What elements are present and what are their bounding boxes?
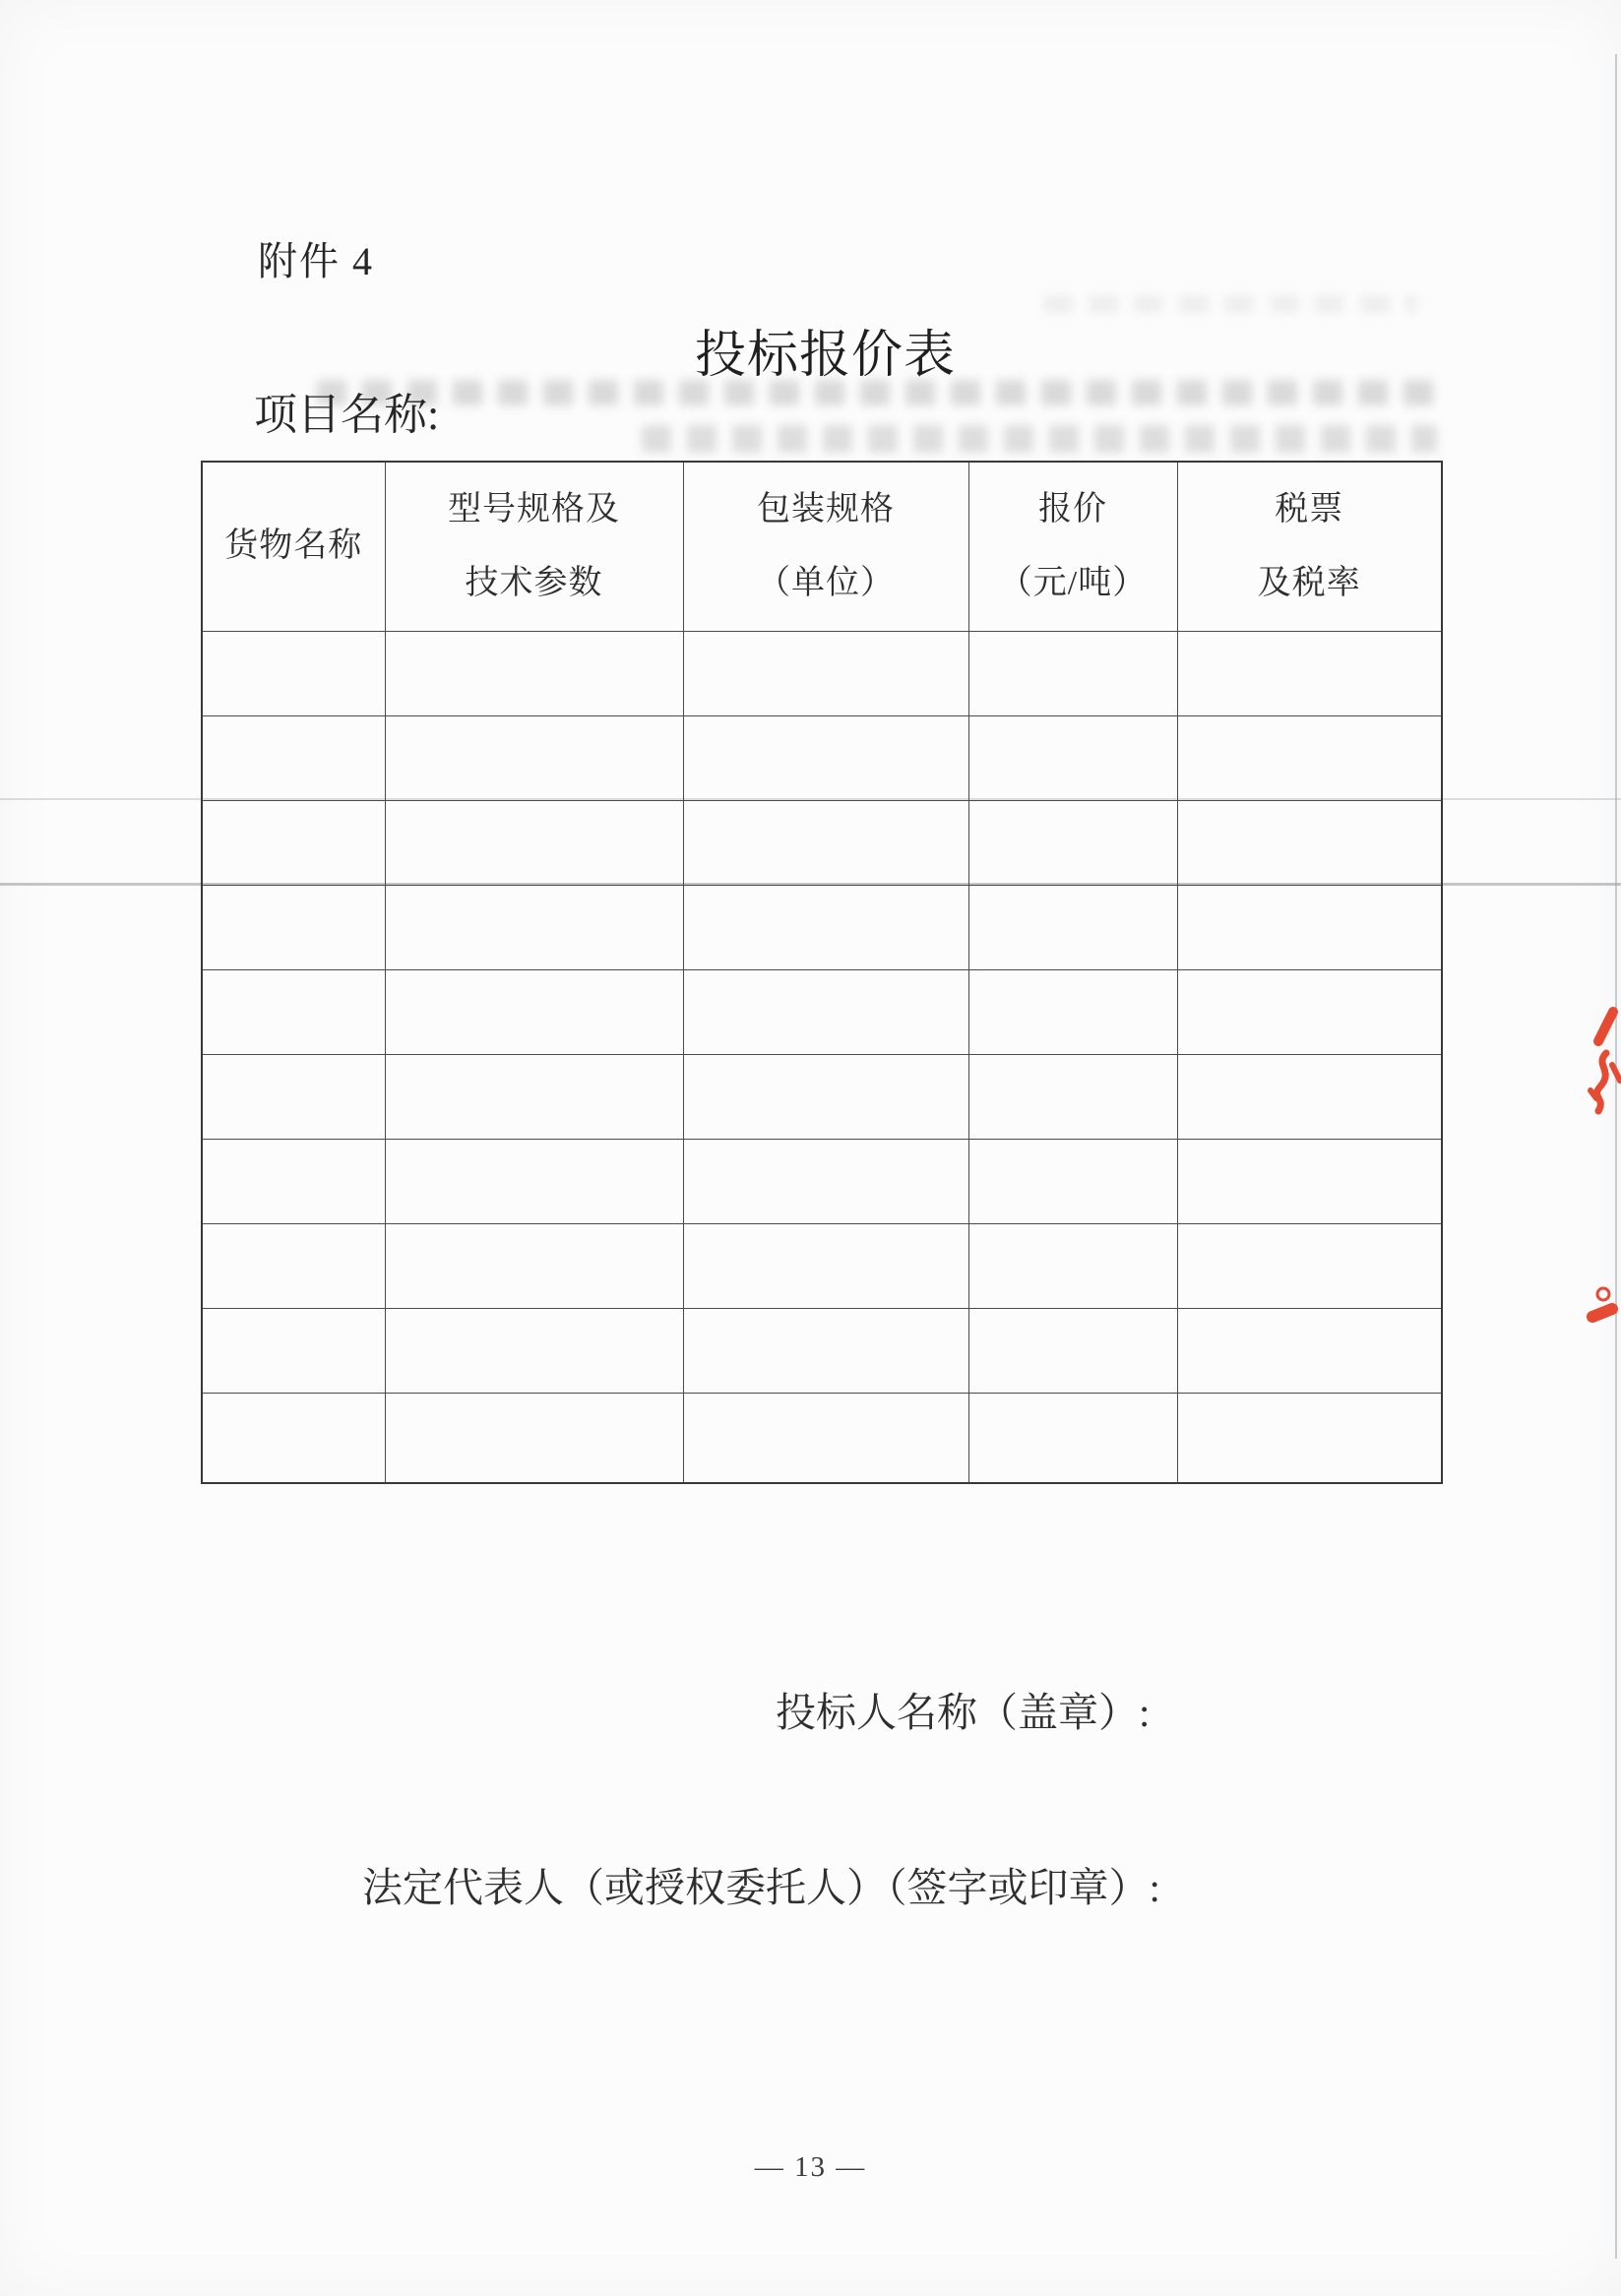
header-row (202, 462, 1442, 631)
table-row (202, 1223, 1442, 1308)
page-number: — 13 — (754, 2151, 867, 2183)
table-cell-empty (202, 1139, 385, 1223)
project-name-label: 项目名称: (254, 391, 440, 439)
table-cell-empty (385, 969, 683, 1054)
table-row (202, 800, 1442, 885)
table-cell-empty (1177, 1139, 1442, 1223)
table-row (202, 1308, 1442, 1393)
table-cell-empty (385, 885, 683, 969)
header-line: （单位） (757, 564, 895, 601)
table-cell-empty (202, 1308, 385, 1393)
table-row (202, 969, 1442, 1054)
table-row (202, 1393, 1442, 1483)
table-cell-empty (683, 969, 968, 1054)
legal-representative-label: 法定代表人（或授权委托人）（签字或印章）: (362, 1865, 1160, 1910)
table-cell-empty (683, 885, 968, 969)
header-cell-goods-name (202, 462, 385, 631)
table-cell-empty (683, 800, 968, 885)
table-cell-empty (385, 800, 683, 885)
table-cell-empty (968, 715, 1177, 800)
table-cell-empty (1177, 800, 1442, 885)
table-cell-empty (385, 631, 683, 715)
bleed-through-smudge (1043, 295, 1417, 313)
table-cell-empty (683, 1054, 968, 1139)
page-title: 投标报价表 (695, 328, 957, 384)
table-cell-empty (385, 1223, 683, 1308)
header-line: 及税率 (1257, 564, 1361, 601)
table-cell-empty (683, 1308, 968, 1393)
table-cell-empty (968, 800, 1177, 885)
table-row (202, 1139, 1442, 1223)
header-cell-model-spec (385, 462, 683, 631)
table-cell-empty (968, 1308, 1177, 1393)
table-cell-empty (202, 885, 385, 969)
header-line: 型号规格及 (448, 490, 620, 527)
table-cell-empty (968, 1139, 1177, 1223)
attachment-label: 附件 4 (258, 239, 374, 283)
table-cell-empty (385, 1393, 683, 1483)
table-cell-empty (968, 631, 1177, 715)
header-line: 技术参数 (465, 564, 603, 601)
quotation-table (201, 461, 1443, 1484)
table-cell-empty (1177, 1223, 1442, 1308)
header-line: （元/吨） (998, 564, 1148, 601)
red-pen-mark-icon (1573, 996, 1621, 1124)
quotation-table-header (202, 462, 1442, 631)
table-cell-empty (683, 1223, 968, 1308)
table-cell-empty (968, 1393, 1177, 1483)
table-cell-empty (1177, 1308, 1442, 1393)
header-cell-tax-rate (1177, 462, 1442, 631)
table-cell-empty (385, 1308, 683, 1393)
table-cell-empty (683, 1139, 968, 1223)
header-cell-quote-price (968, 462, 1177, 631)
table-cell-empty (1177, 631, 1442, 715)
table-cell-empty (1177, 715, 1442, 800)
header-line: 包装规格 (757, 490, 895, 527)
table-cell-empty (202, 1393, 385, 1483)
table-cell-empty (202, 631, 385, 715)
table-row (202, 631, 1442, 715)
table-cell-empty (202, 715, 385, 800)
table-cell-empty (968, 969, 1177, 1054)
table-cell-empty (968, 1223, 1177, 1308)
table-cell-empty (683, 631, 968, 715)
table-cell-empty (385, 1139, 683, 1223)
table-cell-empty (968, 885, 1177, 969)
bidder-name-label: 投标人名称（盖章）: (776, 1690, 1151, 1735)
table-cell-empty (202, 1054, 385, 1139)
table-cell-empty (202, 969, 385, 1054)
table-cell-empty (968, 1054, 1177, 1139)
quotation-table-body (202, 631, 1442, 1483)
table-cell-empty (202, 1223, 385, 1308)
table-row (202, 885, 1442, 969)
table-cell-empty (683, 1393, 968, 1483)
table-cell-empty (202, 800, 385, 885)
table-cell-empty (385, 715, 683, 800)
table-row (202, 715, 1442, 800)
table-cell-empty (1177, 969, 1442, 1054)
page-edge-line (1615, 54, 1617, 2259)
table-cell-empty (1177, 885, 1442, 969)
table-cell-empty (385, 1054, 683, 1139)
header-cell-packaging (683, 462, 968, 631)
header-line: 税票 (1275, 490, 1344, 527)
table-cell-empty (683, 715, 968, 800)
table-row (202, 1054, 1442, 1139)
table-cell-empty (1177, 1054, 1442, 1139)
bleed-through-smudge (642, 425, 1437, 453)
header-line: 报价 (1038, 490, 1107, 527)
table-cell-empty (1177, 1393, 1442, 1483)
header-line: 货物名称 (224, 527, 363, 565)
